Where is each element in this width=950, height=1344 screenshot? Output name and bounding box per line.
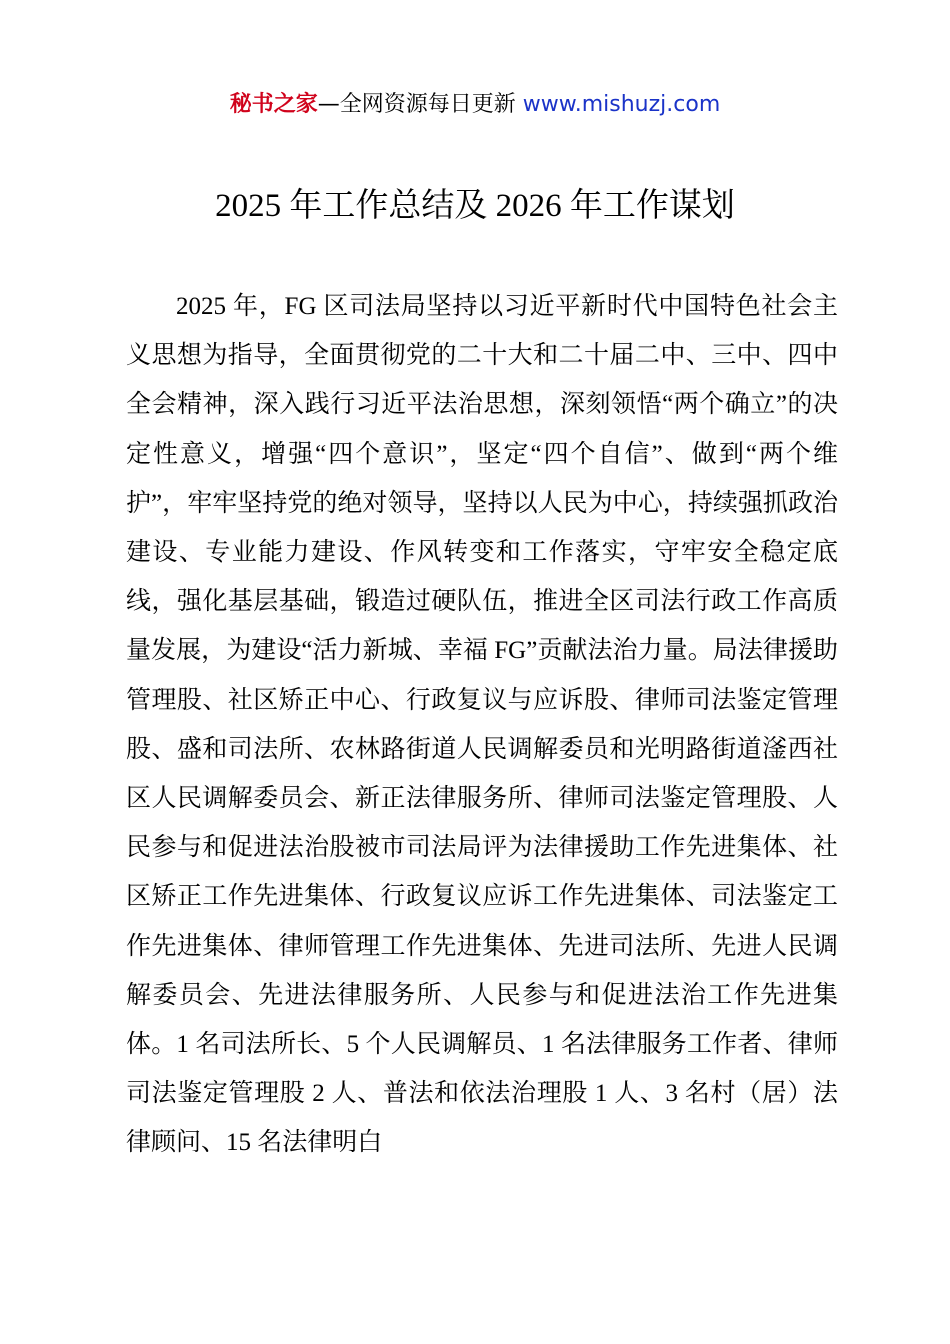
watermark-header xyxy=(0,88,950,122)
header-tagline: —全网资源每日更新 xyxy=(317,92,523,117)
brand-name: 秘书之家 xyxy=(229,92,318,117)
header-url[interactable]: www.mishuzj.com xyxy=(522,92,721,117)
body-paragraph: 2025 年，FG 区司法局坚持以习近平新时代中国特色社会主义思想为指导，全面贯彻党的二十大和二十届二中、三中、四中全会精神，深入践行习近平法治思想，深刻领悟“两个确立”的决定性意义，增强“四个意识”，坚定“四个自信”、做到“两个维护”，牢牢坚持党的绝对领导，坚持以人民为中心，持续强抓政治建设、专业能力建设、作风转变和工作落实，守牢安全稳定底线，强化基层基础，锻造过硬队伍，推进全区司法行政工作高质量发展，为建设“活力新城、幸福 FG”贡献法治力量。局法律援助管理股、社区矫正中心、行政复议与应诉股、律师司法鉴定管理股、盛和司法所、农林路街道人民调解委员和光明路街道滏西社区人民调解委员会、新正法律服务所、律师司法鉴定管理股、人民参与和促进法治股被市司法局评为法律援助工作先进集体、社区矫正工作先进集体、行政复议应诉工作先进集体、司法鉴定工作先进集体、律师管理工作先进集体、先进司法所、先进人民调解委员会、先进法律服务所、人民参与和促进法治工作先进集体。1 名司法所长、5 个人民调解员、1 名法律服务工作者、律师司法鉴定管理股 2 人、普法和依法治理股 1 人、3 名村（居）法律顾问、15 名法律明白 xyxy=(126,293,838,1157)
document-title: 2025 年工作总结及 2026 年工作谋划 xyxy=(215,188,735,224)
